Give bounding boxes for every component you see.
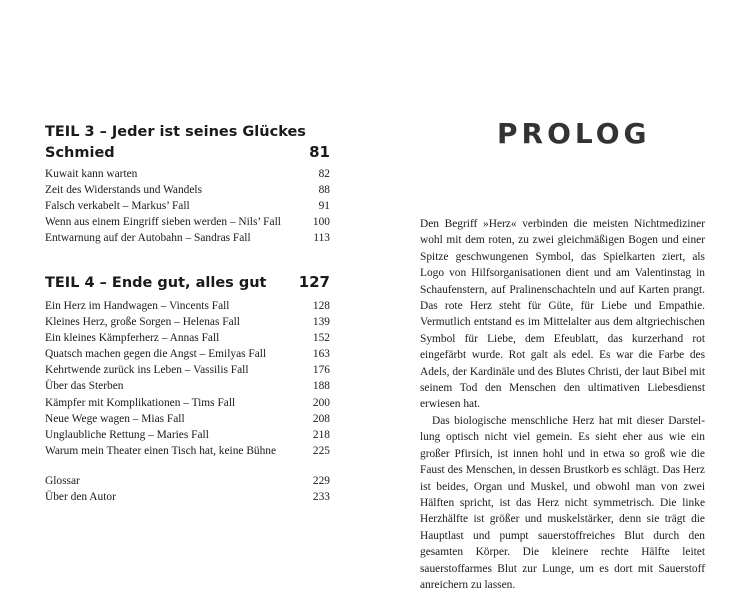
toc-entry[interactable]: Warum mein Theater einen Tisch hat, keine Bühne 225 — [45, 444, 330, 457]
left-page-table-of-contents — [0, 0, 375, 583]
part-3-page: 81 — [309, 143, 330, 161]
toc-entry-glossary[interactable]: Glossar 229 — [45, 475, 330, 487]
prolog-paragraph-1: Den Begriff »Herz« verbinden die meisten Nichtmediziner wohl mit dem roten, zu zwei gleichmäßigen Bogen und einer Spitze geschwungenen Symbol, das Spielkarten ziert, als Logo von Hilfsorganisationen dient und am Valentinstag in Schaufenstern, auf Pralinenschachteln und auf Karten prangt. Das rote Herz steht für Güte, für Liebe und Empathie. Vermutlich entstand es im Mittelalter aus dem altgriechischen Symbol für Liebe, dem Efeublatt, das kurzerhand rot eingefärbt wurde. Rot galt als edel. Es war die Farbe des Adels, der Kardinäle und des Blutes Christi, der laut Bibel mit seinem Tod den Menschen den ultimativen Liebesdienst erwiesen hat. — [420, 218, 705, 411]
toc-entry[interactable]: Zeit des Widerstands und Wandels 88 — [45, 184, 330, 197]
toc-entry[interactable]: Ein kleines Kämpferherz – Annas Fall 152 — [45, 332, 330, 345]
toc-entry[interactable]: Unglaubliche Rettung – Maries Fall 218 — [45, 428, 330, 441]
part-3-title-line1: TEIL 3 – Jeder ist seines Glückes — [45, 124, 306, 140]
toc-entry[interactable]: Wenn aus einem Eingriff sieben werden – Nils’ Fall 100 — [45, 216, 330, 229]
prolog-heading: PROLOG — [497, 117, 651, 150]
toc-entry[interactable]: Kämpfer mit Komplikationen – Tims Fall 200 — [45, 396, 330, 409]
part-3-heading — [45, 122, 330, 163]
part-3-entries — [45, 166, 330, 246]
toc-entry[interactable]: Quatsch machen gegen die Angst – Emilyas Fall 163 — [45, 348, 330, 361]
toc-entry[interactable]: Neue Wege wagen – Mias Fall 208 — [45, 412, 330, 425]
toc-entry[interactable]: Kehrtwende zurück ins Leben – Vassilis Fall 176 — [45, 364, 330, 377]
toc-entry[interactable]: Falsch verkabelt – Markus’ Fall 91 — [45, 200, 330, 213]
toc-entry[interactable]: Kleines Herz, große Sorgen – Helenas Fall 139 — [45, 316, 330, 329]
toc-entry[interactable]: Ein Herz im Handwagen – Vincents Fall 128 — [45, 300, 330, 312]
part-4-entries — [45, 298, 330, 459]
part-4-page: 127 — [298, 273, 330, 291]
toc-entry[interactable]: Entwarnung auf der Autobahn – Sandras Fall 113 — [45, 232, 330, 245]
toc-entry[interactable]: Kuwait kann warten 82 — [45, 168, 330, 180]
prolog-body — [420, 216, 705, 593]
part-4-heading — [45, 272, 330, 293]
toc-entry[interactable]: Über das Sterben 188 — [45, 380, 330, 393]
prolog-paragraph-2: Das biologische menschliche Herz hat mit dieser Darstellung optisch nicht viel gemein. Es sieht eher aus wie ein großer Pfirsich, ist innen hohl und in etwa so groß wie die Faust des Menschen, in dessen Brustkorb es schlägt. Das Herz ist beides, Organ und Muskel, und obwohl man von zwei Hälften spricht, ist das Herz nicht symmetrisch. Die linke Herzhälfte ist größer und muskelstärker, denn sie trägt die Hauptlast und pumpt sauerstoffreiches Blut durch den gesamten Körper. Die kleinere rechte Hälfte leitet sauerstoffarmes Blut zur Lunge, um es dort mit Sauerstoff anreichern zu lassen. — [420, 414, 705, 591]
back-matter-entries — [45, 473, 330, 505]
part-4-title: TEIL 4 – Ende gut, alles gut — [45, 275, 267, 291]
part-3-title-line2: Schmied — [45, 145, 115, 161]
toc-entry-about-author[interactable]: Über den Autor 233 — [45, 491, 330, 504]
